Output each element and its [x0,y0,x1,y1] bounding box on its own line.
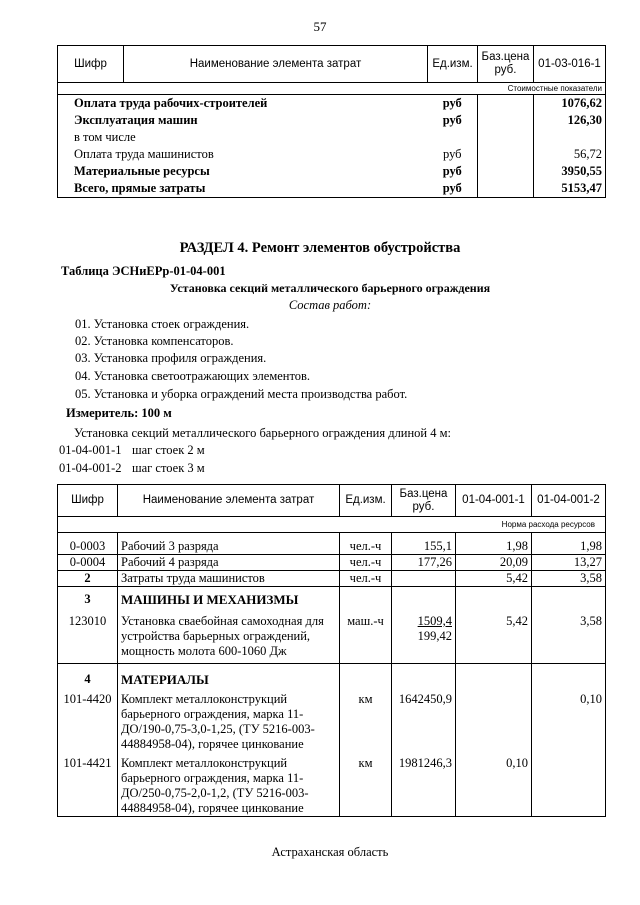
table-row: 0-0003 Рабочий 3 разряда чел.-ч 155,1 1,98 1,98 [58,539,606,555]
row-unit: руб [442,164,462,178]
group-row: 4 МАТЕРИАЛЫ [58,664,606,688]
table-code: Таблица ЭСНиЕРр-01-04-001 [61,264,226,278]
row-unit: руб [442,147,462,161]
price-value: 1509,4 [417,614,452,628]
work-item: 05. Установка и уборка ограждений места производства работ. [75,387,408,401]
table-row: 101-4420 Комплект металлоконструкций барьерного ограждения, марка 11-ДО/190-0,75-3,0-1,25, (ТУ 5216-003-44884958-04), горячее цинкование км 1642450,9 0,10 [58,688,606,752]
header-price: Баз.цена руб. [392,485,456,517]
measure-unit: Измеритель: 100 м [66,406,172,420]
row-value: 126,30 [534,112,606,129]
table-row [58,95,606,113]
work-item: 01. Установка стоек ограждения. [75,317,250,331]
header-norm-1: 01-04-001-1 [456,485,532,517]
row-unit: руб [428,180,478,198]
header-code: Шифр [58,485,118,517]
variant-code: 01-04-001-2 [59,461,122,475]
works-title: Состав работ: [288,298,372,312]
variant-text: шаг стоек 2 м [132,443,205,457]
row-name: Оплата труда машинистов [58,146,428,163]
variant-line [59,443,205,458]
resource-norms-table [57,484,606,817]
table-row [58,180,606,198]
table-row: 101-4421 Комплект металлоконструкций барьерного ограждения, марка 11-ДО/250-0,75-2,0-1,2, (ТУ 5216-003-44884958-04), горячее цинкование км 1981246,3 0,10 [58,752,606,817]
table-row: 2 Затраты труда машинистов чел.-ч 5,42 3,58 [58,570,606,586]
header-name: Наименование элемента затрат [124,46,428,83]
table-row [58,112,606,129]
table-header-row [58,485,606,517]
subheader: Норма расхода ресурсов [58,517,606,533]
table-row: 123010 Установка сваебойная самоходная для устройства барьерных ограждений, мощность молота 600-1060 Дж маш.-ч 1509,4 199,42 5,42 3,58 [58,608,606,664]
variant-line [59,461,205,476]
row-value: 3950,55 [534,163,606,180]
table-title: Установка секций металлического барьерного ограждения [169,281,491,295]
variant-text: шаг стоек 3 м [132,461,205,475]
header-unit: Ед.изм. [340,485,392,517]
install-line: Установка секций металлического барьерного ограждения длиной 4 м: [74,426,452,440]
section-title: РАЗДЕЛ 4. Ремонт элементов обустройства [179,240,461,256]
cost-indicators-table [57,45,606,198]
row-value: 56,72 [534,146,606,163]
row-name: Оплата труда рабочих-строителей [58,95,428,113]
row-value: 1076,62 [534,95,606,113]
row-name: Всего, прямые затраты [58,180,428,198]
row-name: Материальные ресурсы [58,163,428,180]
subheader: Стоимостные показатели [58,83,606,95]
footer-region: Астраханская область [271,845,389,859]
table-row [58,129,606,146]
header-price: Баз.цена руб. [478,46,534,83]
page-number: 57 [313,19,327,34]
header-name: Наименование элемента затрат [118,485,340,517]
row-unit: руб [442,96,462,110]
table-row: 0-0004 Рабочий 4 разряда чел.-ч 177,26 20,09 13,27 [58,554,606,570]
table-row [58,163,606,180]
table-header-row [58,46,606,83]
price-value-2: 199,42 [417,629,452,643]
header-unit: Ед.изм. [428,46,478,83]
work-item: 04. Установка светоотражающих элементов. [75,369,311,383]
row-unit: руб [442,113,462,127]
header-code: Шифр [58,46,124,83]
row-name: Эксплуатация машин [58,112,428,129]
variant-code: 01-04-001-1 [59,443,122,457]
row-value: 5153,47 [534,180,606,198]
header-norm-2: 01-04-001-2 [532,485,606,517]
work-item: 03. Установка профиля ограждения. [75,351,267,365]
row-name: в том числе [58,129,428,146]
work-item: 02. Установка компенсаторов. [75,334,234,348]
group-row: 3 МАШИНЫ И МЕХАНИЗМЫ [58,586,606,608]
header-norm: 01-03-016-1 [534,46,606,83]
table-row [58,146,606,163]
